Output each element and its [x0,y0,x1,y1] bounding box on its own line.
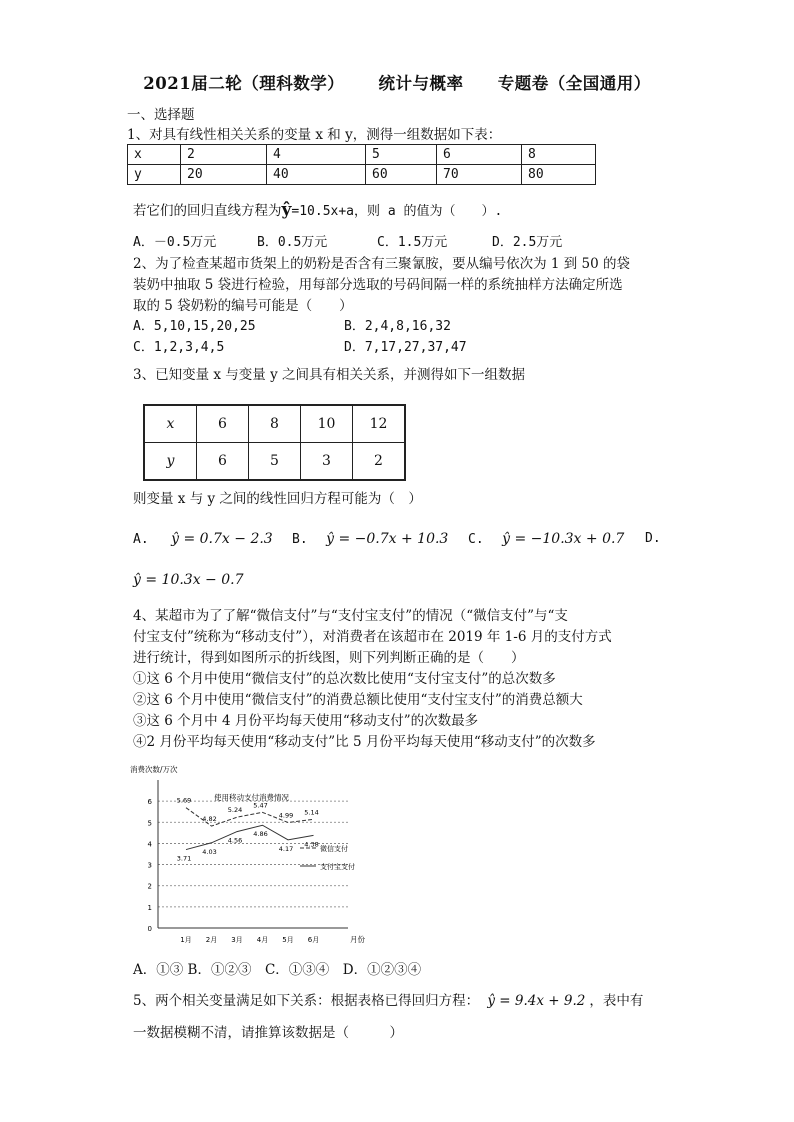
table-cell: 6 [197,443,249,481]
table-cell: 3 [301,443,353,481]
q3-option-a-eq: ŷ = 0.7x − 2.3 [171,531,273,547]
table-row [128,165,596,185]
data-label: 4.17 [278,844,294,853]
chart-xlabel: 月份 [350,935,365,944]
table-cell: 10 [301,405,353,443]
table-cell: 5 [366,145,437,165]
x-tick-label: 1月 [180,936,192,944]
y-tick-label: 0 [147,925,152,933]
q2-line-2: 装奶中抽取 5 袋进行检验，用每部分选取的号码间隔一样的系统抽样方法确定所选 [133,277,623,293]
q3-option-b-eq: ŷ = −0.7x + 10.3 [326,531,449,547]
q3-option-c-eq: ŷ = −10.3x + 0.7 [502,531,625,547]
table-cell: 70 [437,165,522,185]
q5-line-1-eq: ŷ = 9.4x + 9.2 [487,993,586,1009]
table-cell: 5 [249,443,301,481]
data-label: 5.69 [176,796,192,805]
table-cell: 8 [522,145,596,165]
q4-options: A．①③ B．①②③ C．①③④ D．①②③④ [133,962,422,978]
q4-statement-4: ④2 月份平均每天使用“移动支付”比 5 月份平均每天使用“移动支付”的次数多 [133,734,596,750]
table-row [128,145,596,165]
q3-option-a-label: A. [133,532,149,547]
table-cell: 20 [181,165,267,185]
data-label: 4.03 [202,847,217,856]
q3-option-d-eq: ŷ = 10.3x − 0.7 [133,572,244,588]
q1-eq-post: =10.5x+a，则 a 的值为（ ）. [291,204,503,219]
q2-option-c: C．1,2,3,4,5 [133,340,225,355]
q1-eq-hat: ŷ [281,200,292,220]
data-label: 4.56 [227,836,243,845]
table-cell: 4 [267,145,366,165]
q2-option-d: D．7,17,27,37,47 [344,340,467,355]
q1-eq-pre: 若它们的回归直线方程为 [133,203,282,219]
q1-option-c: C．1.5万元 [377,235,448,250]
q2-line-1: 2、为了检查某超市货架上的奶粉是否含有三聚氰胺，要从编号依次为 1 到 50 的袋 [133,256,631,272]
title-part-c: 专题卷（全国通用） [497,74,651,93]
chart-title: 使用移动支付消费情况 [214,793,289,802]
table-cell: 2 [181,145,267,165]
table-cell: 8 [249,405,301,443]
q4-line-1: 4、某超市为了了解“微信支付”与“支付宝支付”的情况（“微信支付”与“支 [133,608,568,624]
q3-option-a [133,531,273,547]
x-tick-label: 2月 [205,936,218,944]
q4-line-3: 进行统计，得到如图所示的折线图，则下列判断正确的是（ ） [133,650,525,666]
title-part-a: 2021届二轮（理科数学） [143,74,345,93]
payment-line-chart [128,760,370,950]
data-label: 5.24 [227,806,243,815]
y-tick-label: 6 [147,798,152,807]
q3-option-c-label: C. [468,532,484,547]
data-label: 3.71 [176,854,192,863]
table-cell: 6 [437,145,522,165]
q4-statement-1: ①这 6 个月中使用“微信支付”的总次数比使用“支付宝支付”的总次数多 [133,671,556,687]
q4-statement-2: ②这 6 个月中使用“微信支付”的消费总额比使用“支付宝支付”的消费总额大 [133,692,583,708]
q1-option-a: A．－0.5万元 [133,235,217,250]
q3-option-c [468,531,624,547]
chart-svg [128,760,370,950]
data-label: 5.14 [304,808,319,817]
q4-statement-3: ③这 6 个月中 4 月份平均每天使用“移动支付”的次数最多 [133,713,479,729]
q3-option-b [292,531,448,547]
q5-line-2: 一数据模糊不清，请推算该数据是（ ） [133,1025,403,1041]
x-tick-label: 3月 [231,936,243,944]
q2-option-a: A．5,10,15,20,25 [133,319,256,334]
x-tick-label: 5月 [282,936,294,944]
table-cell: 6 [197,405,249,443]
y-tick-label: 2 [147,882,152,891]
legend-label: 微信支付 [320,845,348,853]
q3-option-d-label: D. [645,531,661,546]
table-cell: y [128,165,181,185]
chart-ylabel: 消费次数/万次 [130,765,178,774]
table-row [144,443,405,481]
data-label: 4.99 [278,811,294,820]
legend-label: 支付宝支付 [320,863,355,871]
data-label: 5.47 [253,801,268,810]
table-cell: 40 [267,165,366,185]
q3-stem: 3、已知变量 x 与变量 y 之间具有相关关系，并测得如下一组数据 [133,367,525,383]
title-part-b: 统计与概率 [378,74,464,93]
q1-stem: 1、对具有线性相关关系的变量 x 和 y，测得一组数据如下表： [127,127,502,143]
x-tick-label: 4月 [256,936,269,944]
table-cell: 60 [366,165,437,185]
q1-data-table [127,144,596,185]
q5-line-1 [133,989,643,1009]
q5-line-1-post: ，表中有 [589,993,644,1009]
q1-option-d: D．2.5万元 [492,235,563,250]
data-label: 4.38 [304,840,319,849]
table-cell: y [144,443,197,481]
y-tick-label: 1 [147,903,152,912]
x-tick-label: 6月 [307,936,320,944]
data-label: 4.82 [202,815,217,824]
q4-line-2: 付宝支付”统称为“移动支付”），对消费者在该超市在 2019 年 1-6 月的支付方式 [133,629,612,645]
section-heading: 一、选择题 [127,107,195,123]
table-cell: 80 [522,165,596,185]
q3-ask: 则变量 x 与 y 之间的线性回归方程可能为（ ） [133,491,422,507]
q2-line-3: 取的 5 袋奶粉的编号可能是（ ） [133,298,353,314]
y-tick-label: 4 [147,840,152,849]
data-label: 4.86 [253,830,268,839]
series-line [186,825,314,849]
q5-line-1-pre: 5、两个相关变量满足如下关系：根据表格已得回归方程： [133,993,480,1009]
y-tick-label: 5 [147,819,152,828]
q2-option-b: B．2,4,8,16,32 [344,319,451,334]
table-row [144,405,405,443]
table-cell: 12 [353,405,406,443]
table-cell: x [128,145,181,165]
y-tick-label: 3 [147,861,152,870]
page-title [0,70,794,94]
table-cell: x [144,405,197,443]
table-cell: 2 [353,443,406,481]
q3-option-b-label: B. [292,532,308,547]
q1-equation-line [133,199,502,220]
q1-option-b: B．0.5万元 [257,235,328,250]
q3-data-table [143,404,406,481]
